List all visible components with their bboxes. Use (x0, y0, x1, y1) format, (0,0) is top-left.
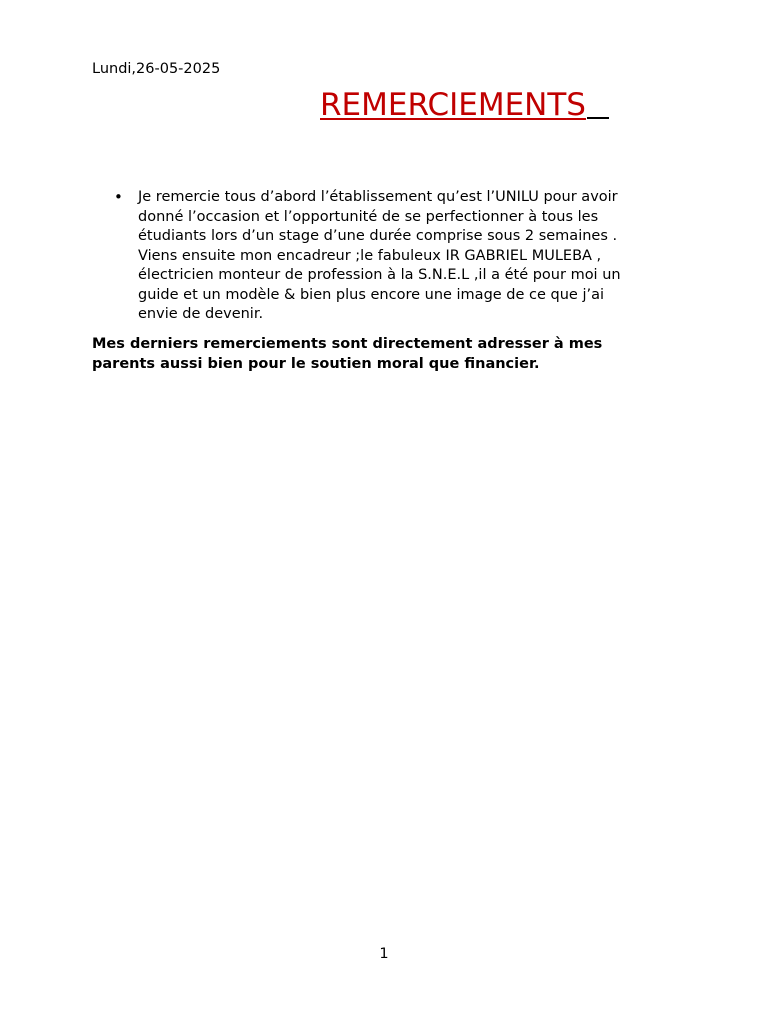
closing-line: parents aussi bien pour le soutien moral que financier. (92, 355, 540, 372)
title-block (320, 86, 609, 124)
bullet-line: guide et un modèle & bien plus encore une image de ce que j’ai (138, 286, 605, 303)
document-date: Lundi,26-05-2025 (92, 61, 221, 77)
acknowledgement-list (92, 188, 672, 325)
closing-line: Mes derniers remerciements sont directement adresser à mes (92, 336, 603, 352)
document-title: REMERCIEMENTS (320, 87, 586, 123)
page-number: 1 (379, 946, 389, 962)
bullet-line: électricien monteur de profession à la S.N.E.L ,il a été pour moi un (138, 267, 621, 283)
title-underline-tail (587, 117, 609, 119)
bullet-line: étudiants lors d’un stage d’une durée comprise sous 2 semaines . (138, 228, 618, 244)
closing-paragraph (92, 335, 672, 374)
list-item (92, 188, 672, 325)
bullet-line: envie de devenir. (138, 306, 264, 322)
bullet-line: Viens ensuite mon encadreur ;le fabuleux IR GABRIEL MULEBA , (138, 247, 602, 264)
bullet-paragraph (138, 188, 672, 325)
bullet-line: Je remercie tous d’abord l’établissement qu’est l’UNILU pour avoir (138, 189, 618, 205)
bullet-icon: • (114, 188, 123, 206)
bullet-line: donné l’occasion et l’opportunité de se perfectionner à tous les (138, 208, 599, 225)
